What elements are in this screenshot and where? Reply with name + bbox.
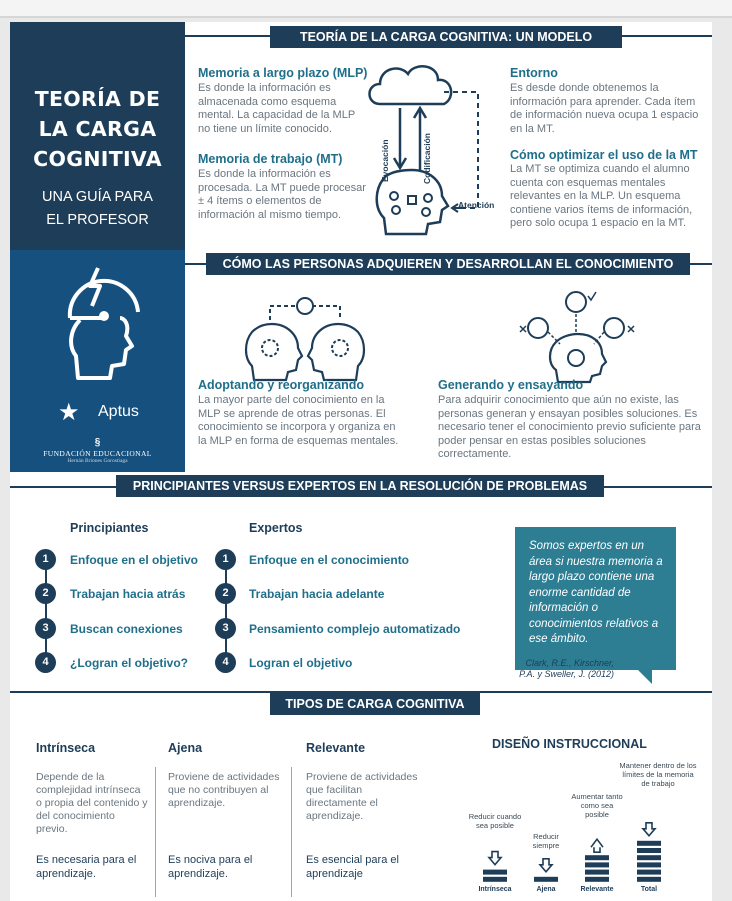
expert-step-number: 3 xyxy=(215,618,236,639)
design-bar-segment-total xyxy=(637,855,661,860)
citation-line-1: Clark, R.E., Kirschner, xyxy=(525,658,614,668)
evocacion-label: Evocación xyxy=(380,139,390,182)
main-title xyxy=(10,84,185,174)
generating-title: Generando y ensayando xyxy=(438,378,584,392)
adopting-title: Adoptando y reorganizando xyxy=(198,378,364,392)
load-column-divider xyxy=(155,767,156,897)
main-title-line-1: TEORÍA DE xyxy=(34,87,161,111)
expert-step: Logran el objetivo xyxy=(249,656,353,670)
expert-quote-box xyxy=(515,527,676,670)
extraneous-heading: Ajena xyxy=(168,741,203,755)
brand-name: Aptus xyxy=(98,403,139,420)
design-bar-segment-extraneous xyxy=(534,877,558,882)
quote-citation xyxy=(510,658,614,680)
novice-steps-line xyxy=(45,557,47,661)
model-banner: TEORÍA DE LA CARGA COGNITIVA: UN MODELO xyxy=(270,26,622,48)
novice-step-number: 2 xyxy=(35,583,56,604)
novice-step-number: 3 xyxy=(35,618,56,639)
optimize-text: La MT se optimiza cuando el alumno cuenta con esquemas mentales relevantes en la MLP. Un esquema contiene varios ítems de información, pero solo ocupa 1 espacio en la MT. xyxy=(510,163,693,229)
infographic-page xyxy=(10,22,712,901)
germane-footnote: Es esencial para el aprendizaje xyxy=(306,854,399,880)
design-bar-segment-total xyxy=(637,870,661,875)
novice-step: Trabajan hacia atrás xyxy=(70,587,186,601)
acquire-banner: CÓMO LAS PERSONAS ADQUIEREN Y DESARROLLAN EL CONOCIMIENTO xyxy=(206,253,690,275)
main-subtitle xyxy=(10,186,185,232)
adopting-text: La mayor parte del conocimiento en la MLP se aprende de otras personas. El conocimiento se incorpora y organiza en la MLP en forma de esquemas mentales. xyxy=(198,394,399,447)
browser-top-strip xyxy=(0,0,732,18)
design-label-intrinsic: Intrínseca xyxy=(478,886,512,893)
mlp-title: Memoria a largo plazo (MLP) xyxy=(198,66,368,80)
expert-step-number: 2 xyxy=(215,583,236,604)
generating-text: Para adquirir conocimiento que aún no existe, las personas generan y ensayan posibles soluciones. Es necesario tener el conocimiento previo suficiente para poder pensar en estas posibles soluciones correctamente. xyxy=(438,394,701,460)
expert-step: Enfoque en el conocimiento xyxy=(249,553,410,567)
main-title-line-2: LA CARGA xyxy=(38,117,157,141)
novice-step-number: 1 xyxy=(35,549,56,570)
arrow-down-icon-total xyxy=(643,823,655,836)
expert-step: Pensamiento complejo automatizado xyxy=(249,622,461,636)
quote-tail-icon xyxy=(636,668,654,686)
optimize-title: Cómo optimizar el uso de la MT xyxy=(510,148,698,162)
design-bar-segment-total xyxy=(637,848,661,853)
environment-title: Entorno xyxy=(510,66,558,80)
design-label-germane: Relevante xyxy=(580,886,614,893)
problems-banner: PRINCIPIANTES VERSUS EXPERTOS EN LA RESOLUCIÓN DE PROBLEMAS xyxy=(116,475,604,497)
expert-step-number: 1 xyxy=(215,549,236,570)
design-bar-segment-intrinsic xyxy=(483,870,507,875)
germane-heading: Relevante xyxy=(306,741,366,755)
aptus-logo xyxy=(58,400,168,426)
novice-step: Buscan conexiones xyxy=(70,622,183,636)
citation-line-2: P.A. y Sweller, J. (2012) xyxy=(519,669,614,679)
main-subtitle-line-2: EL PROFESOR xyxy=(46,212,149,228)
design-note-extraneous: Reducir siempre xyxy=(532,832,560,850)
mt-text: Es donde la información es procesada. La MT puede procesar ± 4 ítems o elementos de información al mismo tiempo. xyxy=(198,168,366,221)
main-subtitle-line-1: UNA GUÍA PARA xyxy=(42,189,153,205)
arrow-down-icon-extraneous xyxy=(540,859,552,872)
design-bar-segment-germane xyxy=(585,862,609,867)
mt-title: Memoria de trabajo (MT) xyxy=(198,152,343,166)
instructional-design-title: DISEÑO INSTRUCCIONAL xyxy=(492,737,647,751)
design-note-total: Mantener dentro de los límites de la memoria de trabajo xyxy=(619,761,697,788)
design-bar-segment-total xyxy=(637,862,661,867)
design-bar-segment-intrinsic xyxy=(483,877,507,882)
design-bar-segment-total xyxy=(637,877,661,882)
foundation-subname: Hernán Briones Gorostiaga xyxy=(67,458,128,464)
expert-step-number: 4 xyxy=(215,652,236,673)
expert-quote-text: Somos expertos en un área si nuestra memoria a largo plazo contiene una enorme cantidad de información o conocimientos relativos a ese ámbito. xyxy=(529,540,663,645)
design-label-extraneous: Ajena xyxy=(536,886,556,893)
main-title-line-3: COGNITIVA xyxy=(33,147,162,171)
design-bar-segment-total xyxy=(637,841,661,846)
intrinsic-description: Depende de la complejidad intrínseca o propia del contenido y del conocimiento previo. xyxy=(36,771,148,835)
load-column-divider xyxy=(291,767,292,897)
novices-heading: Principiantes xyxy=(70,521,149,535)
novice-step: ¿Logran el objetivo? xyxy=(70,656,189,670)
extraneous-description: Proviene de actividades que no contribuyen al aprendizaje. xyxy=(168,771,280,809)
experts-heading: Expertos xyxy=(249,521,303,535)
design-note-germane: Aumentar tanto como sea posible xyxy=(571,792,623,819)
expert-steps-line xyxy=(225,557,227,661)
design-bar-segment-germane xyxy=(585,870,609,875)
intrinsic-footnote: Es necesaria para el aprendizaje. xyxy=(36,854,137,880)
environment-text: Es desde donde obtenemos la información para aprender. Cada ítem de información nueva ocupa 1 espacio en la MT. xyxy=(510,82,699,135)
codificacion-label: Codificación xyxy=(422,132,432,184)
foundation-name: FUNDACIÓN EDUCACIONAL xyxy=(43,449,152,458)
arrow-down-icon-intrinsic xyxy=(489,852,501,865)
design-label-total: Total xyxy=(640,886,658,893)
expert-step: Trabajan hacia adelante xyxy=(249,587,385,601)
head-ideas-icon xyxy=(518,284,638,384)
atencion-label: Atención xyxy=(458,200,495,210)
star-icon: ★ xyxy=(58,399,80,426)
intrinsic-heading: Intrínseca xyxy=(36,741,96,755)
foundation-mark-icon: § xyxy=(94,437,101,448)
design-bar-segment-germane xyxy=(585,877,609,882)
novice-step: Enfoque en el objetivo xyxy=(70,553,199,567)
foundation-logo xyxy=(10,437,185,464)
mlp-text: Es donde la información es almacenada como esquema mental. La capacidad de la MLP no tiene un límite conocido. xyxy=(198,82,355,135)
design-bars-chart xyxy=(465,802,695,886)
design-note-intrinsic: Reducir cuando sea posible xyxy=(468,812,522,830)
two-heads-exchange-icon xyxy=(240,292,370,382)
design-bar-segment-germane xyxy=(585,855,609,860)
extraneous-footnote: Es nociva para el aprendizaje. xyxy=(168,854,253,880)
germane-description: Proviene de actividades que facilitan directamente el aprendizaje. xyxy=(306,771,418,822)
arrow-up-icon-germane xyxy=(591,839,603,852)
head-lightning-icon xyxy=(52,260,152,390)
novice-step-number: 4 xyxy=(35,652,56,673)
loads-banner: TIPOS DE CARGA COGNITIVA xyxy=(270,693,480,715)
